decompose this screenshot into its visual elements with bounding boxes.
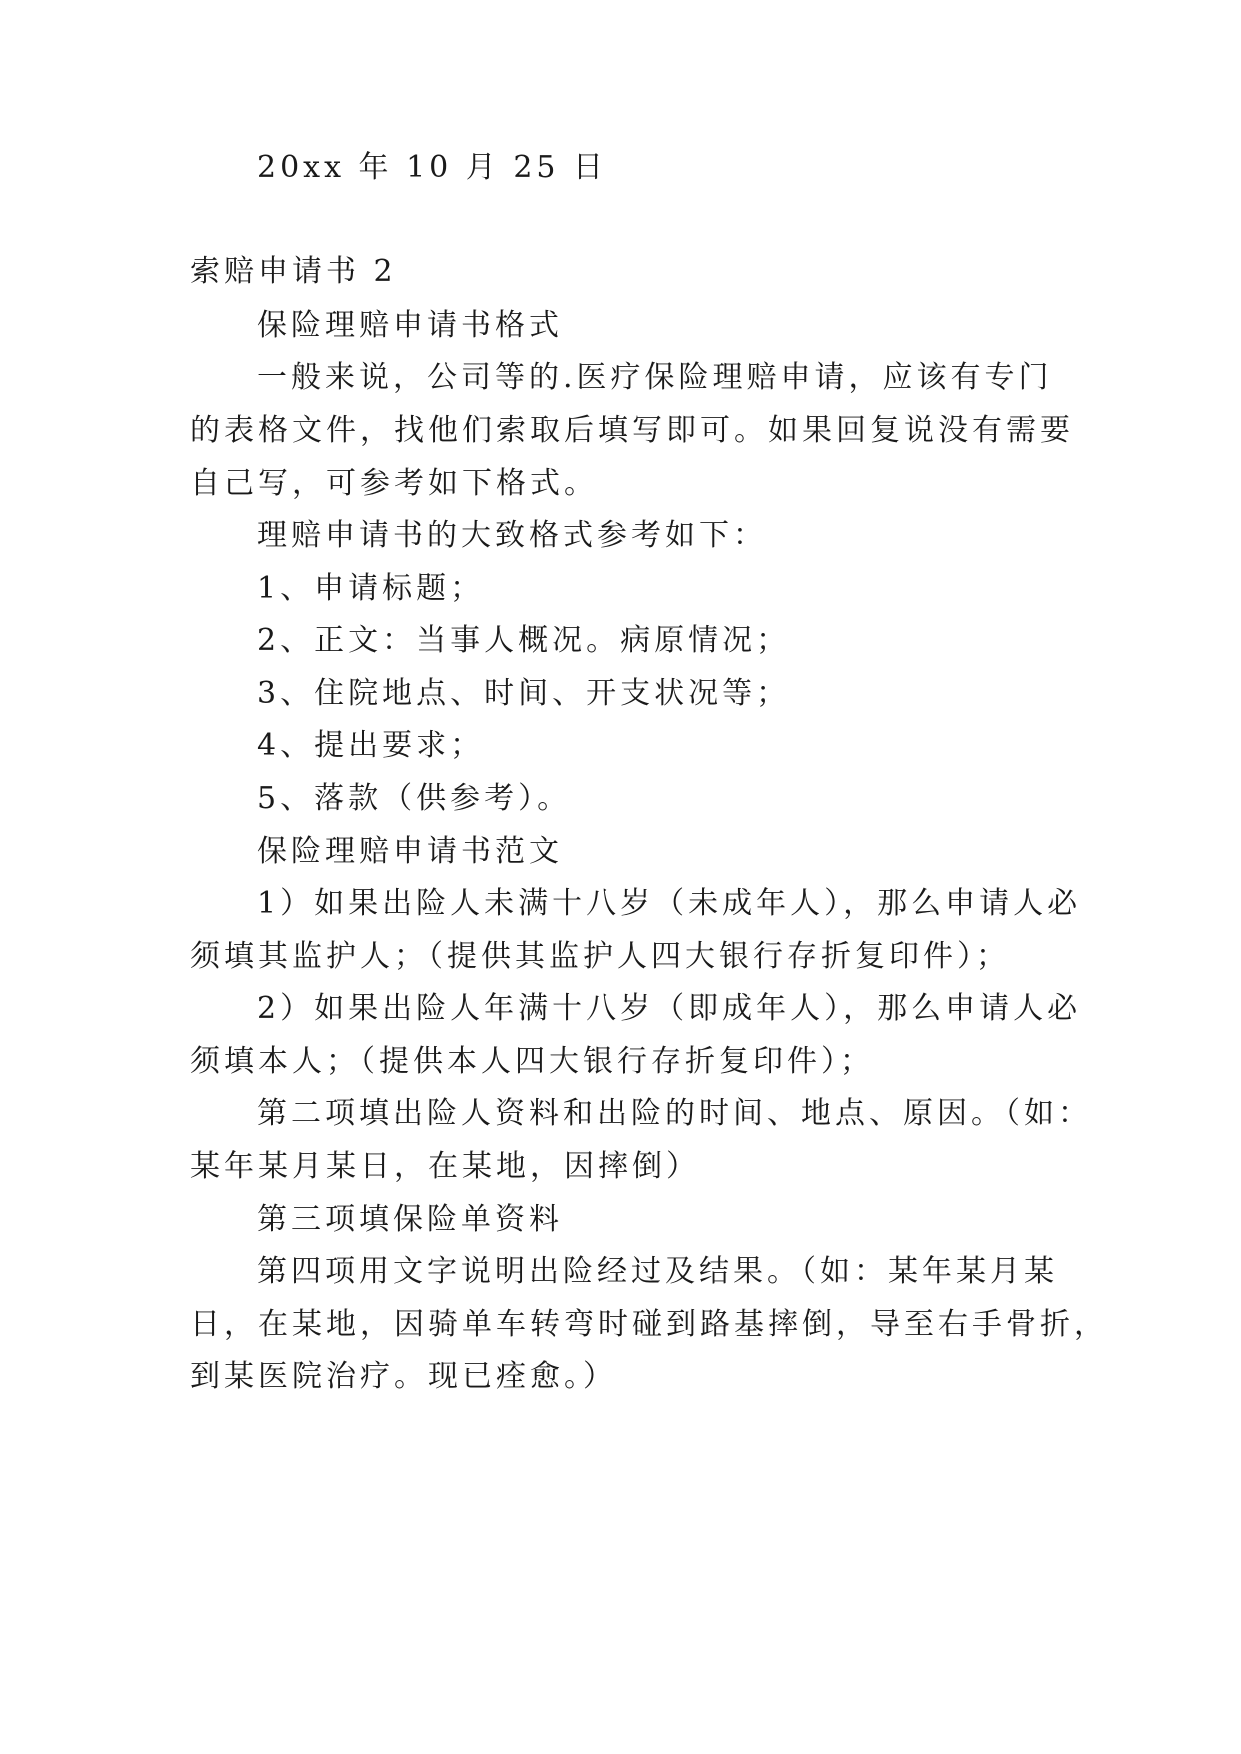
paragraph-line: 一般来说，公司等的.医疗保险理赔申请，应该有专门 bbox=[257, 360, 1053, 395]
list-item: 5、落款（供参考）。 bbox=[257, 781, 572, 816]
paragraph-line: 第四项用文字说明出险经过及结果。（如：某年某月某 bbox=[257, 1254, 1058, 1289]
paragraph-line: 到某医院治疗。现已痊愈。） bbox=[190, 1359, 617, 1394]
paragraph-line: 日，在某地，因骑单车转弯时碰到路基摔倒，导至右手骨折， bbox=[190, 1307, 1108, 1342]
list-item: 1、申请标题； bbox=[257, 571, 485, 606]
paragraph-line: 理赔申请书的大致格式参考如下： bbox=[257, 518, 767, 553]
paragraph-line: 须填其监护人；（提供其监护人四大银行存折复印件）； bbox=[190, 939, 1010, 974]
document-date: 20xx 年 10 月 25 日 bbox=[257, 150, 608, 185]
subheading-sample: 保险理赔申请书范文 bbox=[257, 834, 563, 869]
list-item: 2、正文：当事人概况。病原情况； bbox=[257, 623, 791, 658]
paragraph-line: 须填本人；（提供本人四大银行存折复印件）； bbox=[190, 1044, 874, 1079]
paragraph-line: 某年某月某日，在某地，因摔倒） bbox=[190, 1149, 700, 1184]
paragraph-line: 2）如果出险人年满十八岁（即成年人），那么申请人必 bbox=[257, 991, 1082, 1026]
section-heading: 索赔申请书 2 bbox=[190, 254, 397, 289]
paragraph-line: 1）如果出险人未满十八岁（未成年人），那么申请人必 bbox=[257, 886, 1082, 921]
subheading-format: 保险理赔申请书格式 bbox=[257, 308, 563, 343]
paragraph-line: 自己写，可参考如下格式。 bbox=[190, 466, 598, 501]
list-item: 3、住院地点、时间、开支状况等； bbox=[257, 676, 791, 711]
list-item: 4、提出要求； bbox=[257, 728, 485, 763]
paragraph-line: 第二项填出险人资料和出险的时间、地点、原因。（如： bbox=[257, 1096, 1092, 1131]
paragraph-line: 的表格文件，找他们索取后填写即可。如果回复说没有需要 bbox=[190, 413, 1074, 448]
paragraph-line: 第三项填保险单资料 bbox=[257, 1202, 563, 1237]
